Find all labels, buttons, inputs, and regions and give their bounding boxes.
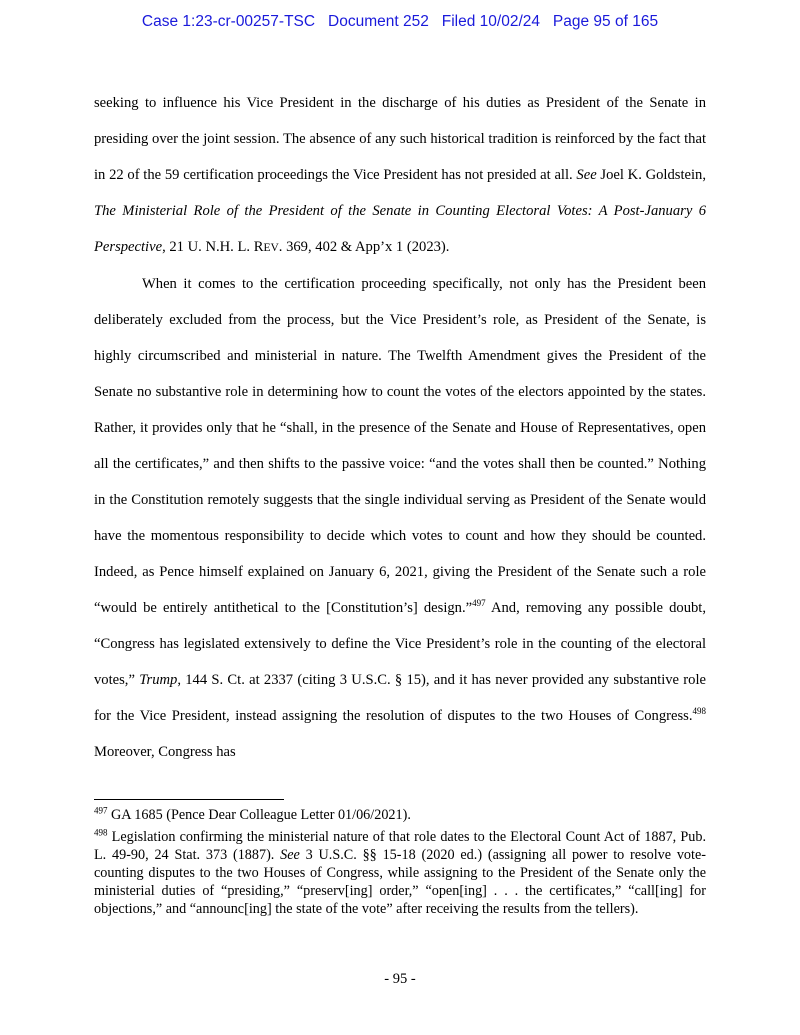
- page-number: - 95 -: [384, 971, 416, 987]
- filed-date: Filed 10/02/24: [441, 13, 540, 30]
- see-signal: See: [280, 847, 300, 863]
- footnotes: [94, 806, 706, 922]
- article-title: The Ministerial Role of the President of the Senate in Counting Electoral Votes: A Post-January 6 Perspective: [94, 203, 706, 255]
- case-header: [0, 13, 800, 31]
- case-number: Case 1:23-cr-00257-TSC: [141, 13, 316, 30]
- see-signal: See: [576, 167, 597, 183]
- case-name-trump: Trump: [139, 672, 178, 688]
- footnote-ref-498: 498: [692, 706, 706, 717]
- paragraph-certification: When it comes to the certification proceeding specifically, not only has the President been deliberately excluded from the process, but the Vice President’s role, as President of the Senate, is highly circumscribed and ministerial in nature. The Twelfth Amendment gives the President of the Senate no substantive role in determining how to count the votes of the electors appointed by the states. Rather, it provides only that he “shall, in the presence of the Senate and House of Representatives, open all the certificates,” and then shifts to the passive voice: “and the votes shall then be counted.” Nothing in the Constitution remotely suggests that the single individual serving as President of the Senate would have the momentous responsibility to decide which votes to count and how they should be counted. Indeed, as Pence himself explained on January 6, 2021, giving the President of the Senate such a role “would be entirely antithetical to the [Constitution’s] design.”$^{497}$ And, removing any possible doubt, “Congress has legislated extensively to define the Vice President’s role in the counting of the electoral votes,” Trump, 144 S. Ct. at 2337 (citing 3 U.S.C. § 15), and it has never provided any substantive role for the Vice President, instead assigning the resolution of disputes to the two Houses of Congress.$^{498}$ Moreover, Congress has: [94, 276, 706, 760]
- footnote-ref-497: 497: [472, 598, 486, 609]
- footnote-498: $^{498}$ Legislation confirming the ministerial nature of that role dates to the Electoral Count Act of 1887, Pub. L. 49-90, 24 Stat. 373 (1887). See 3 U.S.C. §§ 15-18 (2020 ed.) (assigning all power to resolve vote-counting disputes to the two Houses of Congress, while assigning to the President of the Senate only the ministerial duties of “presiding,” “preserv[ing] order,” “open[ing] . . . the certificates,” “call[ing] for objections,” and “announc[ing] the state of the vote” after receiving the results from the tellers).: [94, 827, 706, 917]
- footnote-number: 497: [94, 805, 108, 816]
- paragraph-continued: seeking to influence his Vice President in the discharge of his duties as President of the Senate in presiding over the joint session. The absence of any such historical tradition is reinforced by the fact that in 22 of the 59 certification proceedings the Vice President has not presided at all. See Joel K. Goldstein, The Ministerial Role of the President of the Senate in Counting Electoral Votes: A Post-January 6 Perspective, 21 U. N.H. L. REV. 369, 402 & App’x 1 (2023).: [94, 95, 706, 255]
- footnote-separator: [94, 799, 284, 800]
- small-caps-rev: EV: [263, 242, 279, 254]
- page-of-total: Page 95 of 165: [552, 13, 659, 30]
- footnote-number: 498: [94, 827, 108, 838]
- body-text: [94, 85, 706, 770]
- footnote-497: $^{497}$ GA 1685 (Pence Dear Colleague Letter 01/06/2021).: [94, 805, 411, 823]
- document-number: Document 252: [328, 13, 429, 30]
